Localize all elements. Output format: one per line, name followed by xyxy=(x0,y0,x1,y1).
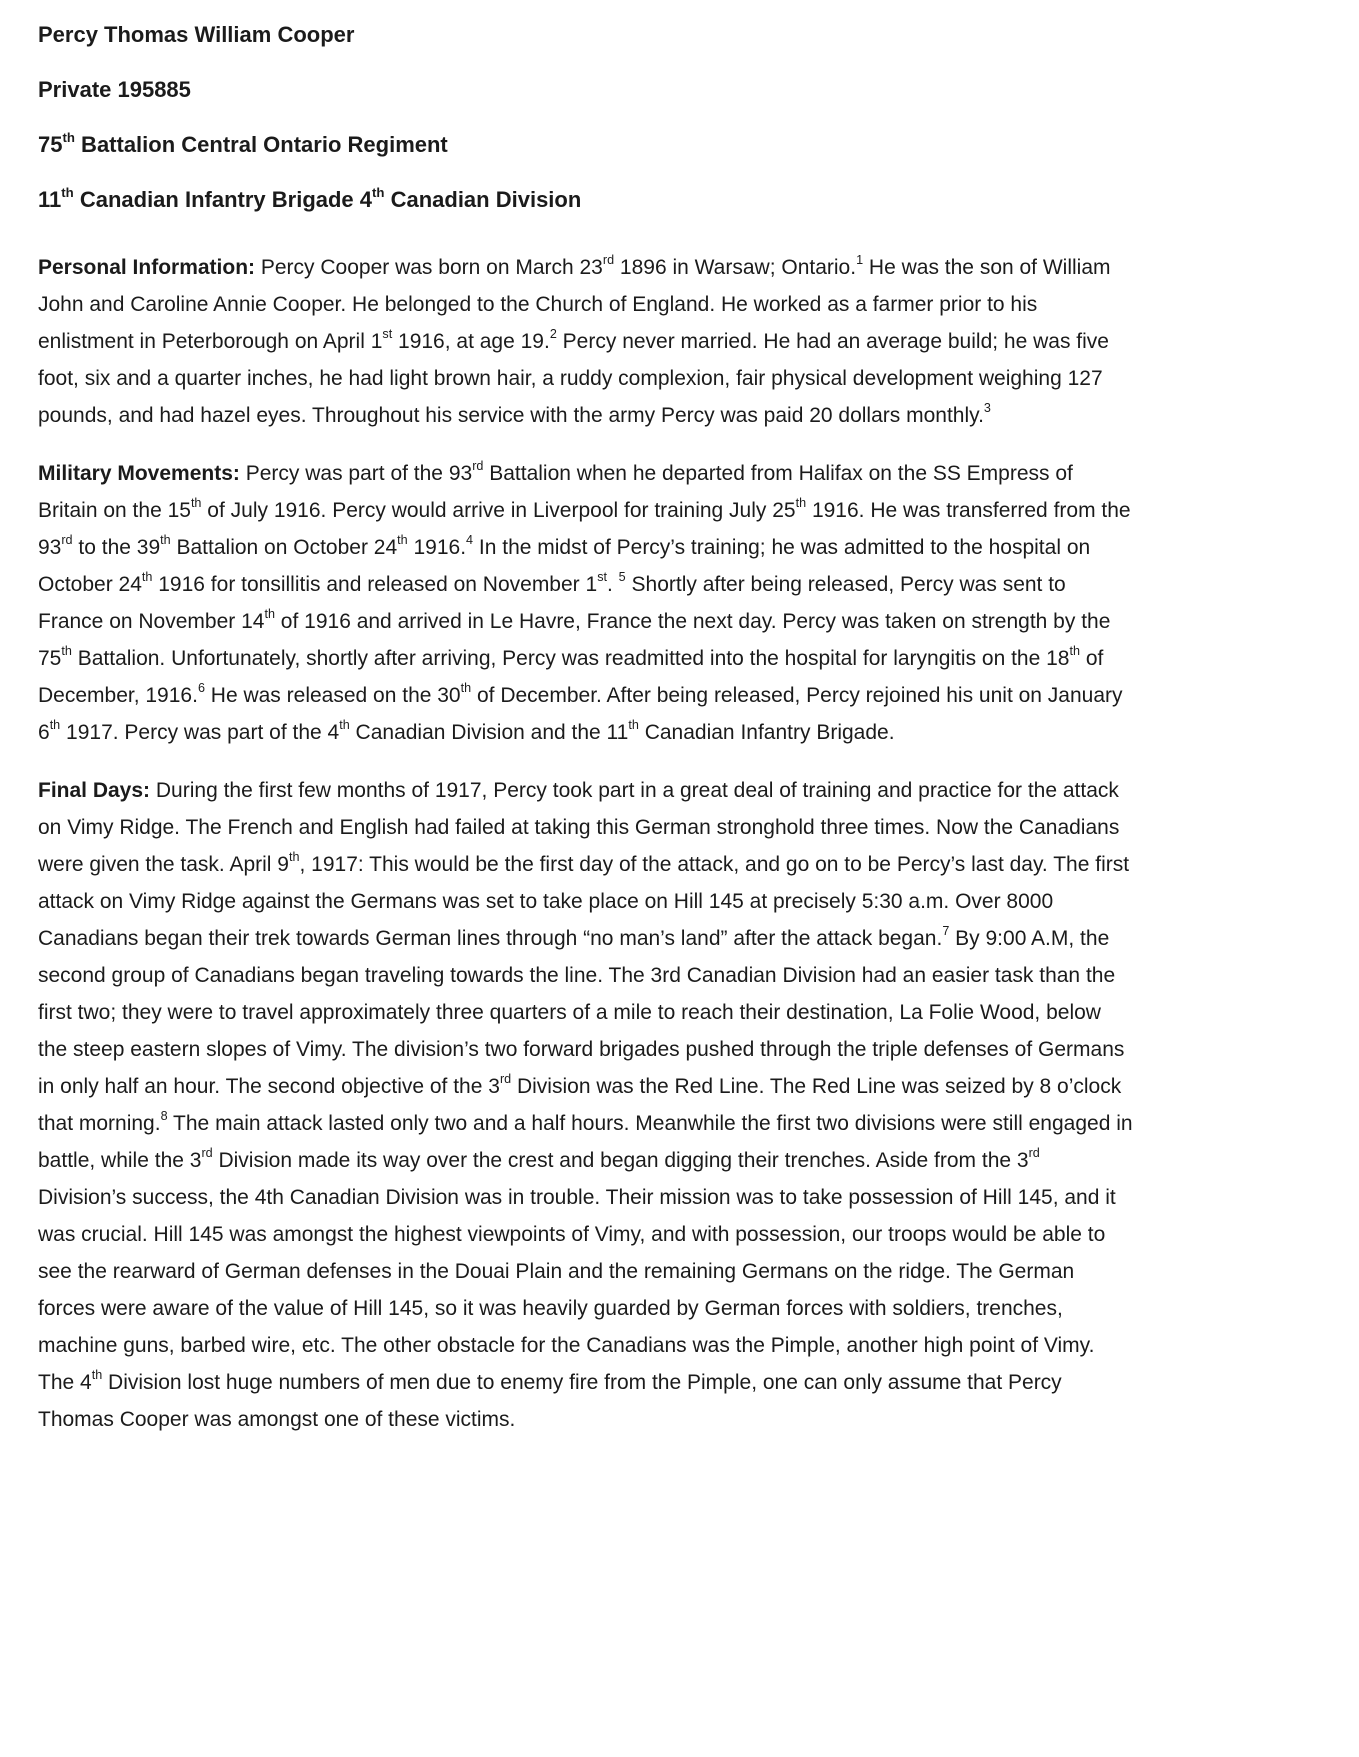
body-text: Battalion Central Ontario Regiment xyxy=(74,132,448,157)
superscript-text: 1 xyxy=(856,253,864,268)
superscript-text: rd xyxy=(499,1072,512,1087)
body-text: Canadian Infantry Brigade 4 xyxy=(73,187,373,212)
superscript-text: th xyxy=(264,607,275,622)
soldier-name-heading xyxy=(38,22,1321,48)
superscript-text: rd xyxy=(1028,1146,1040,1161)
body-text: Canadian Infantry Brigade. xyxy=(638,721,895,744)
superscript-text: th xyxy=(460,681,472,696)
brigade-division-heading xyxy=(38,184,1321,213)
body-text: Percy Thomas William Cooper xyxy=(38,22,355,47)
superscript-text: th xyxy=(397,533,408,548)
superscript-text: 7 xyxy=(942,924,950,939)
superscript-text: th xyxy=(141,570,153,585)
superscript-text: th xyxy=(61,644,72,659)
superscript-text: rd xyxy=(61,533,73,548)
superscript-text: 6 xyxy=(197,681,205,696)
personal-information-paragraph xyxy=(38,249,1133,434)
body-text: of July 1916. Percy would arrive in Liverpool for training July 25 xyxy=(201,499,796,522)
body-text: 1916. xyxy=(407,536,467,559)
body-text: He was the son of William John and Caroline Annie Cooper. He belonged to the Church of England. He worked as a farmer prior to his enlistment in Peterborough on April 1 xyxy=(38,256,1111,353)
superscript-text: st xyxy=(597,570,607,585)
body-text: Division’s success, the 4th Canadian Division was in trouble. Their mission was to take possession of Hill 145, and it was crucial. Hill 145 was amongst the highest viewpoints of Vimy, and with possession, our troops would be able to see the rearward of German defenses in the Douai Plain and the remaining Germans on the ridge. The German forces were aware of the value of Hill 145, so it was heavily guarded by German forces with soldiers, trenches, machine guns, barbed wire, etc. The other obstacle for the Canadians was the Pimple, another high point of Vimy. The 4 xyxy=(38,1186,1116,1394)
superscript-text: rd xyxy=(472,459,484,474)
body-text: 1916 for tonsillitis and released on November 1 xyxy=(152,573,598,596)
superscript-text: 3 xyxy=(983,401,991,416)
superscript-text: 8 xyxy=(160,1109,168,1124)
body-text: Division made its way over the crest and began digging their trenches. Aside from the 3 xyxy=(212,1149,1029,1172)
superscript-text: 4 xyxy=(466,533,474,548)
body-text: Canadian Division and the 11 xyxy=(349,721,629,744)
body-text: 1916. He was transferred from the 93 xyxy=(38,499,1131,559)
superscript-text: th xyxy=(288,850,300,865)
body-text: 1896 in Warsaw; Ontario. xyxy=(614,256,857,279)
body-text: Percy Cooper was born on March 23 xyxy=(255,256,603,279)
bold-label-text: Military Movements: xyxy=(38,462,240,485)
body-text: Division lost huge numbers of men due to enemy fire from the Pimple, one can only assume that Percy Thomas Cooper was amongst one of these victims. xyxy=(38,1371,1062,1431)
rank-service-number-heading xyxy=(38,77,1321,103)
final-days-paragraph xyxy=(38,772,1133,1438)
body-text: Division was the Red Line. The Red Line was seized by 8 o’clock that morning. xyxy=(38,1075,1122,1135)
body-text: Private 195885 xyxy=(38,77,191,102)
bold-label-text: Personal Information: xyxy=(38,256,256,279)
body-text: Battalion when he departed from Halifax on the SS Empress of Britain on the 15 xyxy=(38,462,1073,522)
body-text: , 1917: This would be the first day of the attack, and go on to be Percy’s last day. The first attack on Vimy Ridge against the Germans was set to take place on Hill 145 at precisely 5:30 a.m. Over 8000 Canadians began their trek towards German lines through “no man’s land” after the attack began. xyxy=(38,853,1130,950)
superscript-text: 5 xyxy=(618,570,626,585)
body-text: 75 xyxy=(38,132,63,157)
superscript-text: th xyxy=(1069,644,1080,659)
document-header xyxy=(38,22,1321,213)
superscript-text: rd xyxy=(201,1146,213,1161)
body-text: of 1916 and arrived in Le Havre, France the next day. Percy was taken on strength by the 75 xyxy=(38,610,1111,670)
bold-label-text: Final Days: xyxy=(38,779,151,802)
superscript-text: th xyxy=(372,184,385,200)
body-text: Shortly after being released, Percy was sent to France on November 14 xyxy=(38,573,1066,633)
superscript-text: th xyxy=(339,718,350,733)
superscript-text: rd xyxy=(602,253,615,268)
body-text: He was released on the 30 xyxy=(204,684,461,707)
body-text: of December, 1916. xyxy=(38,647,1104,707)
body-text: to the 39 xyxy=(72,536,161,559)
superscript-text: st xyxy=(382,327,393,342)
superscript-text: th xyxy=(160,533,171,548)
superscript-text: th xyxy=(49,718,61,733)
body-text: 11 xyxy=(38,187,62,212)
superscript-text: th xyxy=(190,496,202,511)
body-text: In the midst of Percy’s training; he was admitted to the hospital on October 24 xyxy=(38,536,1091,596)
body-text: Percy was part of the 93 xyxy=(239,462,473,485)
body-text: . xyxy=(606,573,619,596)
superscript-text: th xyxy=(91,1368,103,1383)
document-body xyxy=(38,249,1321,1438)
body-text: Battalion. Unfortunately, shortly after arriving, Percy was readmitted into the hospital for laryngitis on the 18 xyxy=(71,647,1070,670)
military-movements-paragraph xyxy=(38,455,1133,751)
body-text: Battalion on October 24 xyxy=(170,536,398,559)
body-text: By 9:00 A.M, the second group of Canadians began traveling towards the line. The 3rd Canadian Division had an easier task than the first two; they were to travel approximately three quarters of a mile to reach their destination, La Folie Wood, below the steep eastern slopes of Vimy. The division’s two forward brigades pushed through the triple defenses of Germans in only half an hour. The second objective of the 3 xyxy=(38,927,1125,1098)
superscript-text: th xyxy=(62,129,75,145)
battalion-regiment-heading xyxy=(38,129,1321,158)
body-text: of December. After being released, Percy rejoined his unit on January 6 xyxy=(38,684,1123,744)
body-text: 1916, at age 19. xyxy=(392,330,550,353)
superscript-text: 2 xyxy=(549,327,557,342)
body-text: Canadian Division xyxy=(384,187,582,212)
body-text: 1917. Percy was part of the 4 xyxy=(60,721,340,744)
body-text: The main attack lasted only two and a half hours. Meanwhile the first two divisions were still engaged in battle, while the 3 xyxy=(38,1112,1133,1172)
body-text: Percy never married. He had an average build; he was five foot, six and a quarter inches, he had light brown hair, a ruddy complexion, fair physical development weighing 127 pounds, and had hazel eyes. Throughout his service with the army Percy was paid 20 dollars monthly. xyxy=(38,330,1109,427)
superscript-text: th xyxy=(628,718,639,733)
body-text: During the first few months of 1917, Percy took part in a great deal of training and practice for the attack on Vimy Ridge. The French and English had failed at taking this German stronghold three times. Now the Canadians were given the task. April 9 xyxy=(38,779,1120,876)
superscript-text: th xyxy=(61,184,74,200)
superscript-text: th xyxy=(795,496,807,511)
